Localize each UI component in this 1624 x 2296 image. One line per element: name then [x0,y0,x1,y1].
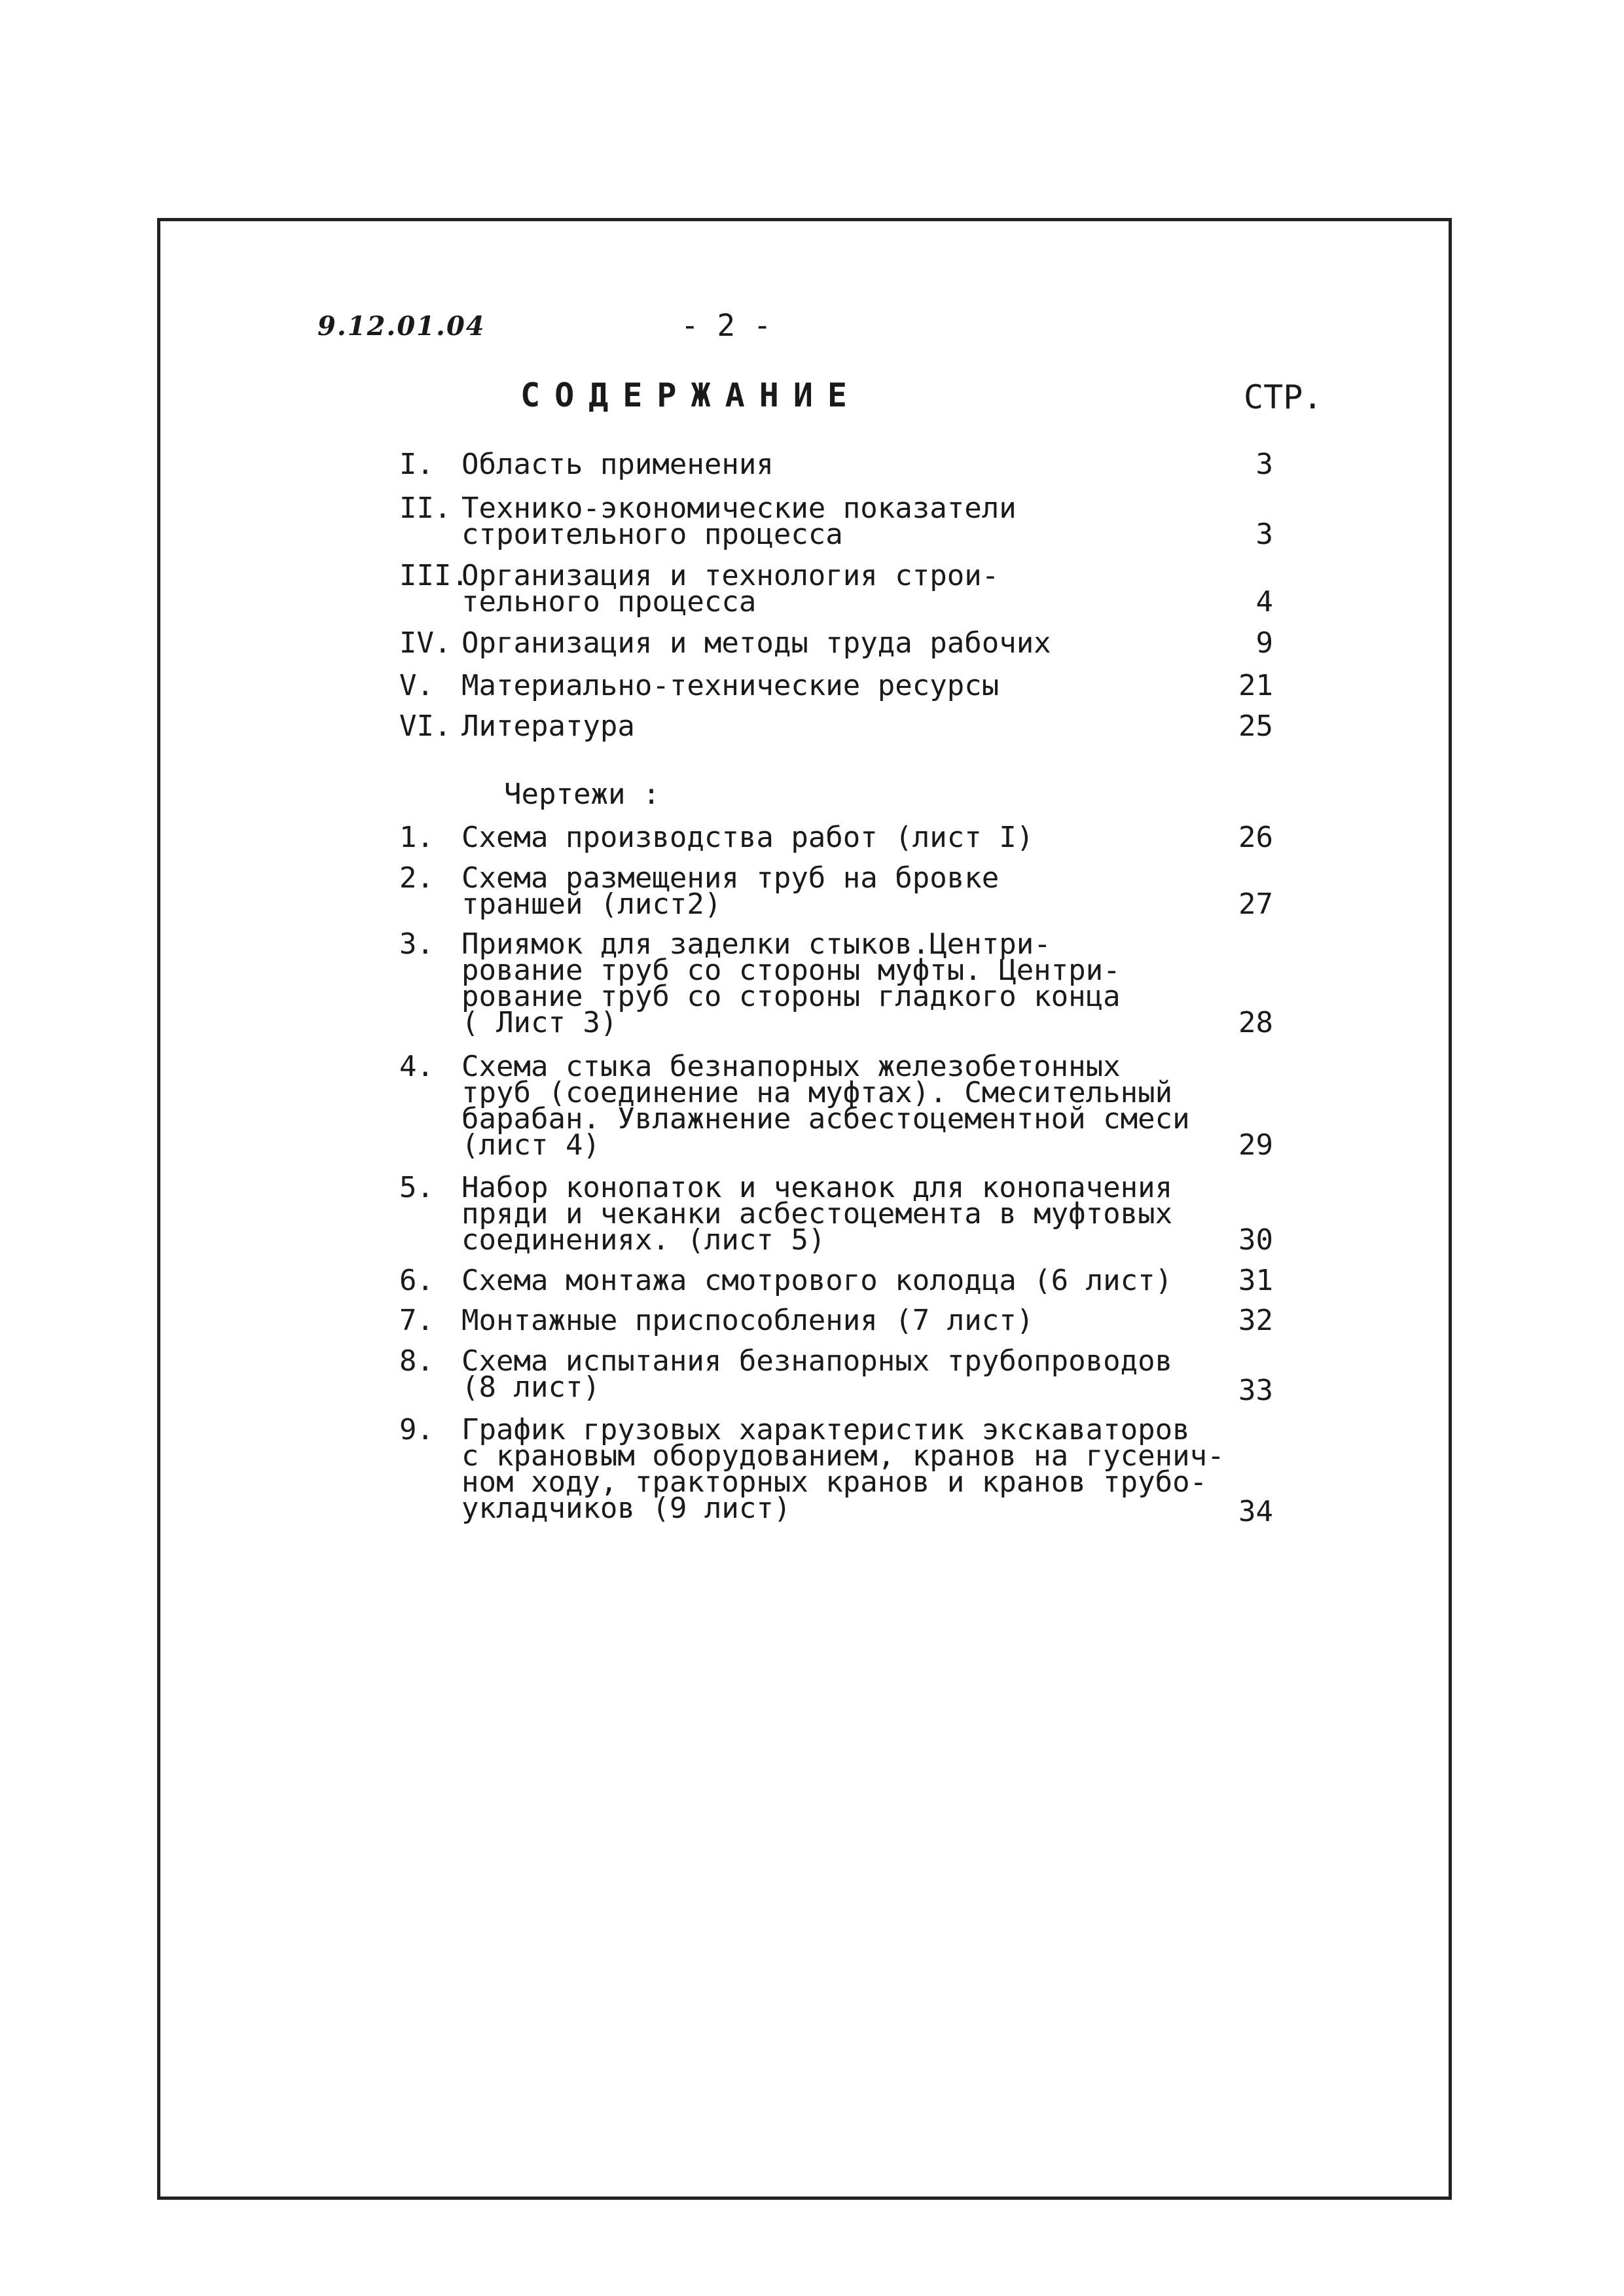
entry-page: 34 [1238,1495,1273,1528]
page-column-header: СТР. [1244,378,1323,416]
entry-title: Схема размещения труб на бровке траншей (лист2) [461,861,1000,921]
entry-title: Технико-экономические показатели строительного процесса [461,492,1017,551]
entry-page: 21 [1238,669,1273,702]
entry-page: 28 [1238,1006,1273,1039]
entry-page: 27 [1238,888,1273,921]
entry-title: График грузовых характеристик экскаваторов с крановым оборудованием, кранов на гусенич- ном ходу, тракторных кранов и кранов трубо- укладчиков (9 лист) [461,1413,1225,1525]
entry-page: 3 [1255,518,1273,551]
entry-number: IV. [399,626,452,660]
entry-title: Схема стыка безнапорных железобетонных труб (соединение на муфтах). Смесительный барабан. Увлажнение асбестоцементной смеси (лист 4) [461,1050,1190,1162]
entry-title: Схема производства работ (лист I) [461,821,1034,854]
entry-page: 30 [1238,1223,1273,1257]
entry-number: 8. [399,1344,434,1378]
entry-number: 1. [399,821,434,854]
entry-page: 31 [1238,1264,1273,1297]
entry-title: Набор конопаток и чеканок для конопачения пряди и чеканки асбестоцемента в муфтовых соединениях. (лист 5) [461,1171,1173,1257]
entry-number: II. [399,492,452,525]
entry-page: 3 [1255,448,1273,481]
entry-number: 4. [399,1050,434,1083]
entry-number: 3. [399,927,434,961]
entry-page: 4 [1255,585,1273,619]
entry-number: V. [399,669,434,702]
entry-number: VI. [399,709,452,743]
entry-number: 5. [399,1171,434,1204]
entry-page: 29 [1238,1128,1273,1162]
document-code: 9.12.01.04 [317,311,486,342]
entry-page: 32 [1238,1304,1273,1337]
entry-page: 9 [1255,626,1273,660]
entry-page: 25 [1238,709,1273,743]
entry-title: Литература [461,709,635,743]
entry-number: 9. [399,1413,434,1446]
entry-page: 26 [1238,821,1273,854]
toc-title: СОДЕРЖАНИЕ [520,376,862,414]
entry-page: 33 [1238,1374,1273,1407]
page-number: - 2 - [681,308,772,343]
entry-title: Схема испытания безнапорных трубопроводов (8 лист) [461,1344,1173,1404]
entry-number: 6. [399,1264,434,1297]
drawings-heading: Чертежи : [504,778,660,811]
entry-title: Приямок для заделки стыков.Центри- рование труб со стороны муфты. Центри- рование труб со стороны гладкого конца ( Лист 3) [461,927,1121,1039]
entry-title: Область применения [461,448,774,481]
entry-number: 7. [399,1304,434,1337]
entry-title: Схема монтажа смотрового колодца (6 лист) [461,1264,1173,1297]
entry-number: III. [399,559,469,592]
entry-title: Материально-технические ресурсы [461,669,1000,702]
entry-title: Организация и технология строи- тельного процесса [461,559,1000,619]
entry-title: Организация и методы труда рабочих [461,626,1051,660]
entry-number: 2. [399,861,434,895]
entry-number: I. [399,448,434,481]
entry-title: Монтажные приспособления (7 лист) [461,1304,1034,1337]
